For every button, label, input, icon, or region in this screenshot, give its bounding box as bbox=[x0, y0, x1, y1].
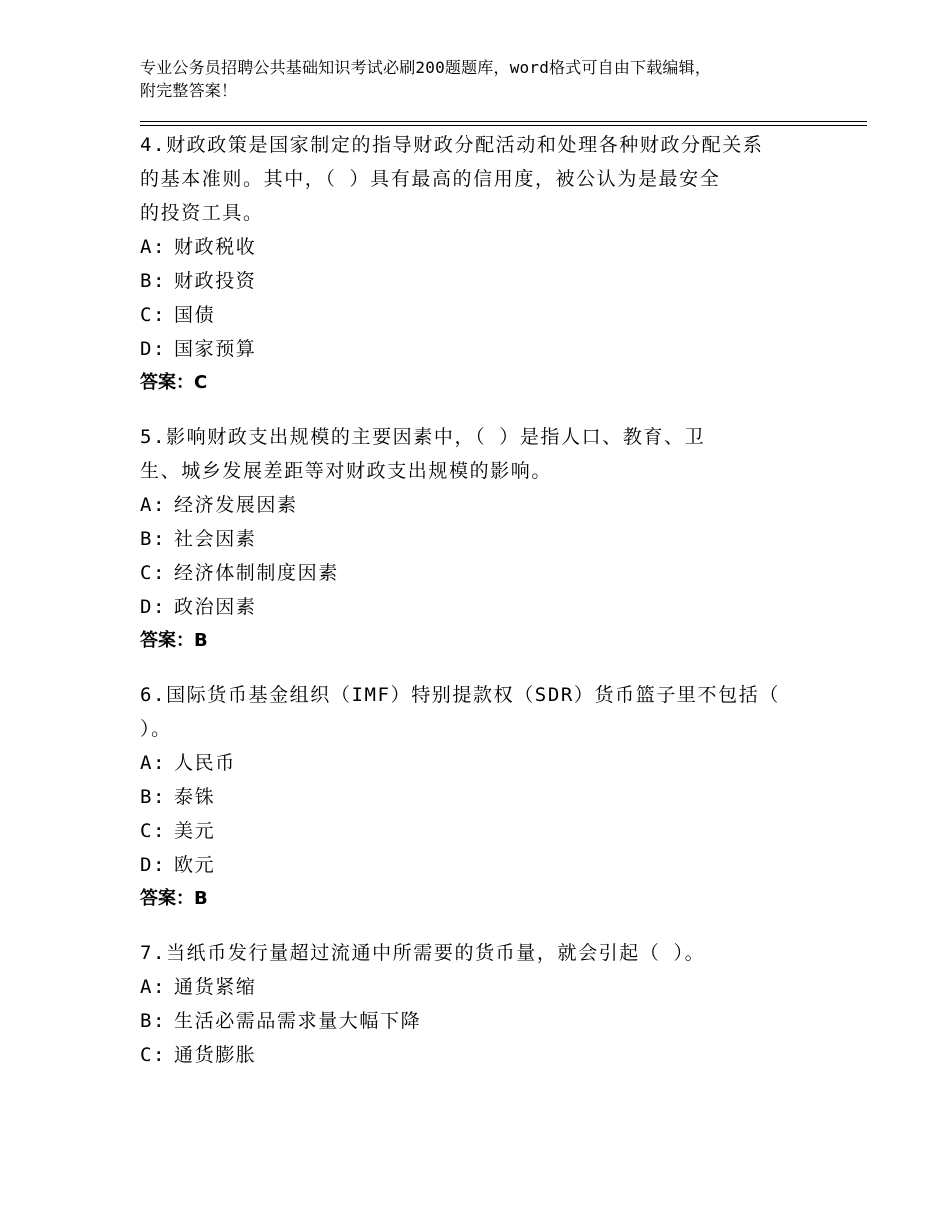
option-c bbox=[140, 1038, 820, 1072]
stem-line: 6.国际货币基金组织（IMF）特别提款权（SDR）货币篮子里不包括（ bbox=[140, 684, 780, 706]
stem-line: 的基本准则。其中，（ ）具有最高的信用度，被公认为是最安全 bbox=[140, 168, 721, 190]
option-letter: A: bbox=[140, 494, 167, 516]
option-d bbox=[140, 848, 820, 882]
option-c bbox=[140, 556, 820, 590]
question-6 bbox=[140, 678, 820, 916]
option-a bbox=[140, 746, 820, 780]
option-d bbox=[140, 590, 820, 624]
document-header bbox=[140, 56, 820, 102]
option-letter: C: bbox=[140, 304, 167, 326]
option-letter: C: bbox=[140, 562, 167, 584]
option-text: 经济体制制度因素 bbox=[174, 562, 339, 584]
option-text: 财政投资 bbox=[174, 270, 257, 292]
option-text: 生活必需品需求量大幅下降 bbox=[174, 1010, 422, 1032]
option-text: 社会因素 bbox=[174, 528, 257, 550]
option-letter: A: bbox=[140, 236, 167, 258]
header-line-1: 专业公务员招聘公共基础知识考试必刷200题题库，word格式可自由下载编辑， bbox=[140, 58, 712, 77]
answer-label: 答案：C bbox=[140, 372, 208, 393]
header-divider-bottom bbox=[140, 125, 867, 126]
stem-line: 生、城乡发展差距等对财政支出规模的影响。 bbox=[140, 460, 553, 482]
option-text: 泰铢 bbox=[174, 786, 216, 808]
question-stem bbox=[140, 128, 820, 230]
option-letter: B: bbox=[140, 1010, 167, 1032]
option-b bbox=[140, 1004, 820, 1038]
answer-label: 答案：B bbox=[140, 888, 208, 909]
option-text: 通货膨胀 bbox=[174, 1044, 257, 1066]
option-b bbox=[140, 522, 820, 556]
question-7 bbox=[140, 936, 820, 1072]
header-divider-top bbox=[140, 121, 867, 122]
option-letter: D: bbox=[140, 338, 167, 360]
option-letter: D: bbox=[140, 596, 167, 618]
stem-line: ）。 bbox=[140, 718, 172, 740]
option-letter: A: bbox=[140, 976, 167, 998]
option-letter: C: bbox=[140, 820, 167, 842]
option-letter: A: bbox=[140, 752, 167, 774]
option-letter: B: bbox=[140, 786, 167, 808]
option-c bbox=[140, 298, 820, 332]
option-text: 通货紧缩 bbox=[174, 976, 257, 998]
option-a bbox=[140, 970, 820, 1004]
option-text: 财政税收 bbox=[174, 236, 257, 258]
option-b bbox=[140, 780, 820, 814]
stem-line: 5.影响财政支出规模的主要因素中，（ ）是指人口、教育、卫 bbox=[140, 426, 706, 448]
option-letter: B: bbox=[140, 270, 167, 292]
question-stem bbox=[140, 936, 820, 970]
option-text: 人民币 bbox=[174, 752, 236, 774]
option-letter: D: bbox=[140, 854, 167, 876]
option-letter: B: bbox=[140, 528, 167, 550]
question-4 bbox=[140, 128, 820, 400]
option-letter: C: bbox=[140, 1044, 167, 1066]
stem-line: 7.当纸币发行量超过流通中所需要的货币量，就会引起（ ）。 bbox=[140, 942, 706, 964]
answer-label: 答案：B bbox=[140, 630, 208, 651]
stem-line: 4.财政政策是国家制定的指导财政分配活动和处理各种财政分配关系 bbox=[140, 134, 764, 156]
option-text: 欧元 bbox=[174, 854, 216, 876]
option-text: 政治因素 bbox=[174, 596, 257, 618]
option-text: 国家预算 bbox=[174, 338, 257, 360]
option-a bbox=[140, 230, 820, 264]
option-b bbox=[140, 264, 820, 298]
stem-line: 的投资工具。 bbox=[140, 202, 264, 224]
question-5 bbox=[140, 420, 820, 658]
option-text: 国债 bbox=[174, 304, 216, 326]
question-stem bbox=[140, 420, 820, 488]
header-line-2: 附完整答案！ bbox=[140, 81, 238, 100]
option-text: 经济发展因素 bbox=[174, 494, 298, 516]
option-d bbox=[140, 332, 820, 366]
option-text: 美元 bbox=[174, 820, 216, 842]
question-stem bbox=[140, 678, 820, 746]
option-a bbox=[140, 488, 820, 522]
option-c bbox=[140, 814, 820, 848]
question-list bbox=[140, 128, 820, 1092]
